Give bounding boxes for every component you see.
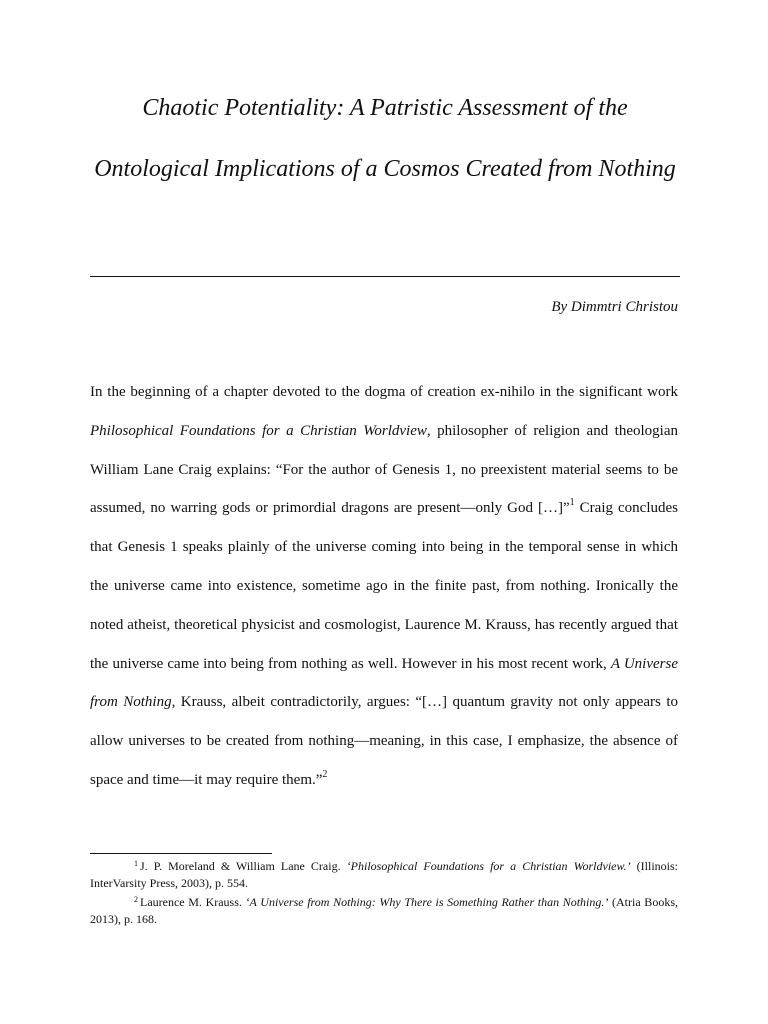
body-text-segment: , philosopher of religion and theologian William Lane Craig explains: “For the author of Genesis 1, no preexistent material seems to be assumed, no warring gods or primordial dragons are present—only God […]” (90, 422, 678, 517)
footnote-reference[interactable]: 2 (322, 768, 328, 780)
footnote-reference[interactable]: 1 (569, 497, 575, 509)
footnote-number: 1 (134, 859, 138, 868)
book-title: Philosophical Foundations for a Christian Worldview (90, 422, 427, 439)
body-text-segment: In the beginning of a chapter devoted to the dogma of creation ex-nihilo in the significant work (90, 384, 678, 400)
body-paragraph (90, 373, 678, 800)
author-byline: By Dimmtri Christou (551, 299, 678, 315)
footnote-cited-title: ‘A Universe from Nothing: Why There is Something Rather than Nothing.’ (245, 895, 609, 909)
footnote-text: J. P. Moreland & William Lane Craig. (140, 859, 347, 873)
title-divider (90, 276, 680, 277)
footnote (90, 894, 678, 928)
footnote (90, 858, 678, 892)
footnote-cited-title: ‘Philosophical Foundations for a Christian Worldview.’ (346, 859, 631, 873)
body-text-segment: Craig concludes that Genesis 1 speaks plainly of the universe coming into being in the temporal sense in which the universe came into existence, sometime ago in the finite past, from nothing. Ironically the noted atheist, theoretical physicist and cosmologist, Laurence M. Krauss, has recently argued that the universe came into being from nothing as well. However in his most recent work, (90, 500, 678, 672)
footnote-text: (Illinois: InterVarsity Press, 2003), p. 554. (90, 859, 678, 890)
document-title: Chaotic Potentiality: A Patristic Assessment of the Ontological Implications of a Cosmos Created from Nothing (94, 95, 676, 182)
book-title: A Universe from Nothing, (90, 655, 678, 711)
footnote-text: Laurence M. Krauss. (140, 895, 246, 909)
footnote-number: 2 (134, 895, 138, 904)
footnotes-section (90, 858, 678, 930)
footnote-separator (90, 853, 272, 854)
footnote-text: (Atria Books, 2013), p. 168. (90, 895, 678, 926)
body-text-segment: Krauss, albeit contradictorily, argues: “[…] quantum gravity not only appears to allow universes to be created from nothing—meaning, in this case, I emphasize, the absence of space and time—it may require them.” (90, 694, 678, 788)
